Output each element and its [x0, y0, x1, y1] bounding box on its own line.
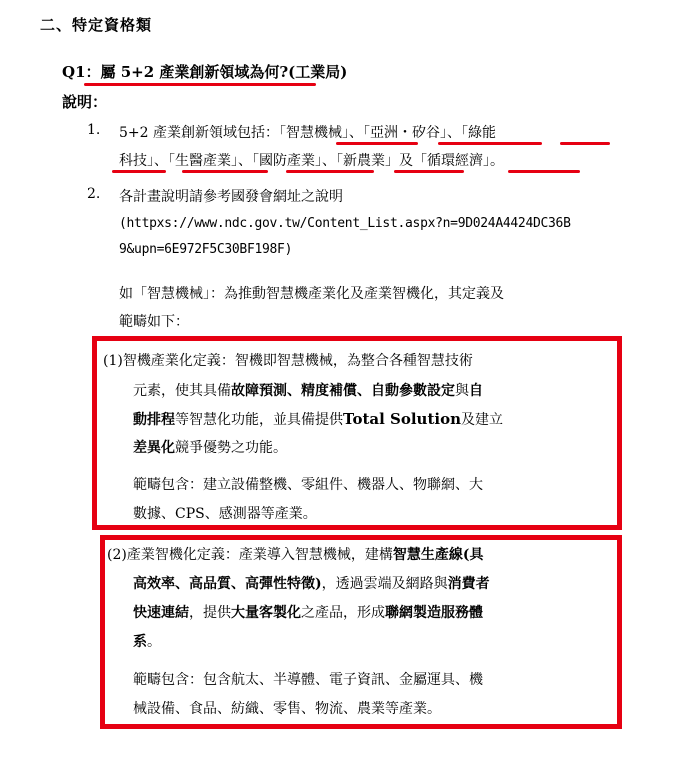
term-green-energy-part1: 「綠能	[461, 125, 496, 141]
underline-circular-economy	[508, 170, 580, 173]
keyword-auto-parameter: 自動參數設定	[371, 383, 455, 399]
box1-text: 與	[455, 383, 469, 399]
conjunction: 及	[399, 153, 413, 169]
box2-scope-line1: 範疇包含：包含航太、半導體、電子資訊、金屬運具、機	[133, 672, 483, 688]
underline-green-energy-2	[112, 170, 166, 173]
box2-line2	[133, 573, 490, 593]
underline-biomedical	[182, 170, 268, 173]
keyword-high-efficiency: 高效率、高品質、高彈性特徵)	[133, 576, 322, 592]
section-heading: 二、特定資格類	[40, 16, 153, 34]
separator: 、	[349, 125, 363, 141]
box2-line1	[107, 544, 483, 564]
box1-scope-line1: 範疇包含：建立設備整機、零組件、機器人、物聯網、大	[133, 477, 483, 493]
keyword-precision-compensation: 精度補償	[301, 383, 357, 399]
box1-line4	[133, 437, 287, 457]
underline-smart-machinery	[336, 142, 418, 145]
keyword-mass-customization: 大量客製化	[231, 605, 301, 621]
box1-text: 及建立	[461, 412, 503, 428]
term-defense: 「國防產業」	[252, 153, 322, 169]
box1-scope-line2: 數據、CPS、感測器等產業。	[133, 506, 317, 522]
keyword-consumer: 消費者	[447, 576, 490, 592]
separator: 、	[447, 125, 461, 141]
separator: 、	[238, 153, 252, 169]
item-1-line1	[119, 122, 496, 142]
keyword-differentiation: 差異化	[133, 440, 175, 456]
term-green-energy-part2: 科技」	[119, 153, 154, 169]
question-title: Q1：屬 5+2 產業創新領域為何?(工業局)	[62, 63, 348, 81]
keyword-system: 系	[133, 634, 147, 650]
box1-text: 競爭優勢之功能。	[175, 440, 287, 456]
keyword-total-solution: Total Solution	[343, 410, 461, 428]
separator: 、	[154, 153, 168, 169]
box1-line3	[133, 409, 503, 429]
separator: 、	[322, 153, 336, 169]
term-circular-economy: 「循環經濟」	[413, 153, 490, 169]
keyword-fault-prediction: 故障預測	[231, 383, 287, 399]
question-underline	[84, 83, 316, 86]
explanation-label: 說明：	[62, 93, 108, 111]
underline-asia-silicon-valley	[438, 142, 542, 145]
box1-line1: (1)智機產業化定義：智機即智慧機械，為整合各種智慧技術	[103, 353, 473, 369]
item-2-line1: 各計畫說明請參考國發會網址之說明	[119, 189, 343, 205]
box1-text: 等智慧化功能，並具備提供	[175, 412, 343, 428]
box2-text: ，透過雲端及網路與	[321, 576, 448, 592]
ndc-url-line2: 9&upn=6E972F5C30BF198F)	[119, 242, 293, 257]
box2-text: 之產品，形成	[301, 605, 385, 621]
item-1-prefix: 5+2 產業創新領域包括：	[119, 125, 279, 141]
box2-line3	[133, 602, 483, 622]
keyword-auto-scheduling-1: 自	[469, 383, 483, 399]
keyword-smart-production-line: 智慧生產線(具	[392, 547, 484, 563]
term-biomedical: 「生醫產業」	[168, 153, 238, 169]
box2-scope-line2: 械設備、食品、紡織、零售、物流、農業等產業。	[133, 701, 441, 717]
box1-text: 元素，使其具備	[133, 383, 231, 399]
box2-line4	[133, 631, 161, 651]
item-1-line2	[119, 150, 504, 170]
keyword-networked-manufacturing: 聯網製造服務體	[385, 605, 483, 621]
keyword-fast-connection: 快速連結	[133, 605, 189, 621]
item-2-number: 2.	[87, 186, 101, 202]
intro-line1: 如「智慧機械」：為推動智慧機產業化及產業智機化，其定義及	[119, 286, 504, 302]
term-new-agriculture: 「新農業」	[336, 153, 399, 169]
box2-text: ，提供	[189, 605, 231, 621]
keyword-auto-scheduling-2: 動排程	[133, 412, 175, 428]
box2-text: 。	[147, 634, 161, 650]
item-1-number: 1.	[87, 122, 101, 138]
box1-line2	[133, 380, 483, 400]
term-smart-machinery: 「智慧機械」	[279, 125, 349, 141]
underline-new-agriculture	[394, 170, 464, 173]
separator: 、	[287, 383, 301, 399]
ndc-url-line1: (httpxs://www.ndc.gov.tw/Content_List.aspx?n=9D024A4424DC36B	[119, 216, 571, 231]
intro-line2: 範疇如下：	[119, 314, 189, 330]
sentence-end: 。	[490, 153, 504, 169]
underline-defense	[286, 170, 374, 173]
underline-green-energy-1	[560, 142, 610, 145]
term-asia-silicon-valley: 「亞洲・矽谷」	[363, 125, 447, 141]
separator: 、	[357, 383, 371, 399]
box2-text: (2)產業智機化定義：產業導入智慧機械，建構	[107, 547, 393, 563]
